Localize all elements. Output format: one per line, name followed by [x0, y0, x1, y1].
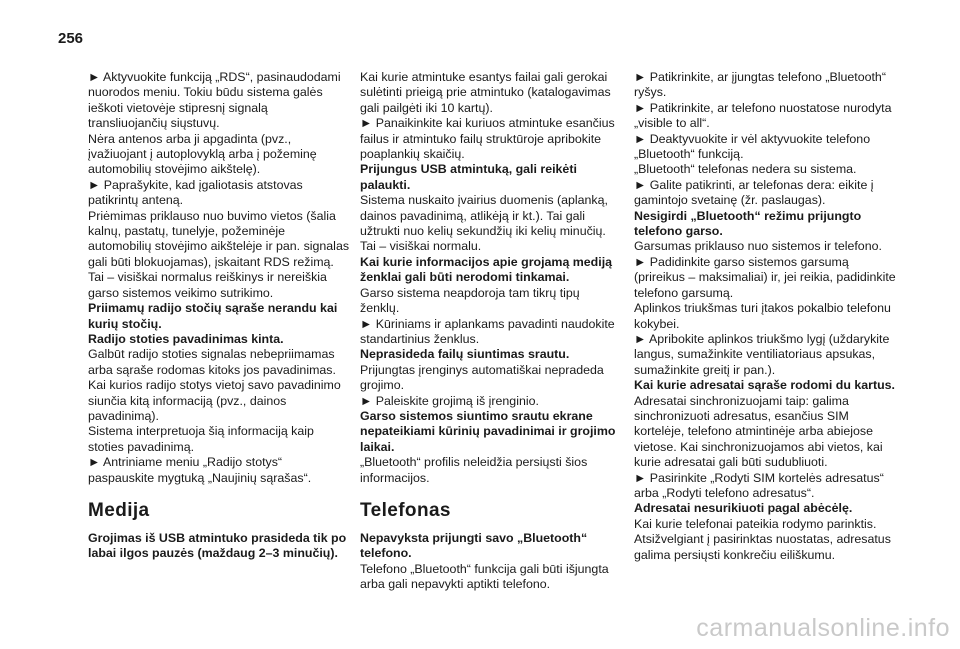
body-paragraph: ► Paprašykite, kad įgaliotasis atstovas patikrintų anteną. [88, 177, 303, 208]
body-paragraph: ► Paleiskite grojimą iš įrenginio. [360, 393, 539, 408]
problem-title: Prijungus USB atmintuką, gali reikėti palaukti. [360, 162, 577, 192]
body-paragraph: Galbūt radijo stoties signalas nebepriimamas arba sąraše rodomas kitoks jos pavadinimas. [88, 347, 336, 377]
section-heading: Telefonas [360, 499, 451, 521]
problem-title: Nepavyksta prijungti savo „Bluetooth“ telefono. [360, 530, 588, 561]
body-paragraph: Priėmimas priklauso nuo buvimo vietos (šalia kalnų, pastatų, tunelyje, požeminėje automobilių stovėjimo aikštelėje ir pan. signalas gali būti blokuojamas), įskaitant RDS režimą. [88, 208, 350, 269]
body-paragraph: ► Deaktyvuokite ir vėl aktyvuokite telefono „Bluetooth“ funkciją. [634, 131, 871, 162]
body-paragraph: Telefono „Bluetooth“ funkcija gali būti išjungta arba gali nepavykti aptikti telefono. [360, 561, 609, 592]
body-paragraph: ► Apribokite aplinkos triukšmo lygį (uždarykite langus, sumažinkite ventiliatoriaus apsukas, sumažinkite greitį ir pan.). [634, 331, 890, 377]
body-paragraph: „Bluetooth“ profilis neleidžia persiųsti šios informacijos. [360, 455, 588, 485]
body-paragraph: Kai kurie telefonai pateikia rodymo parinktis. Atsižvelgiant į pasirinktas nuostatas, adresatus galima persiųsti konkrečiu eiliškumu. [634, 516, 891, 562]
text-column-3 [634, 70, 896, 563]
body-paragraph: Sistema interpretuoja šią informaciją kaip stoties pavadinimą. [88, 424, 314, 454]
text-column-2 [360, 70, 622, 593]
problem-title: Grojimas iš USB atmintuko prasideda tik po labai ilgos pauzės (maždaug 2–3 minučių). [88, 530, 347, 561]
problem-title: Kai kurie adresatai sąraše rodomi du kartus. [634, 378, 896, 393]
body-paragraph: Nėra antenos arba ji apgadinta (pvz., įvažiuojant į autoplovyklą arba į požeminę automobilių stovėjimo aikštelę). [88, 131, 317, 177]
body-paragraph: Aplinkos triukšmas turi įtakos pokalbio telefonu kokybei. [634, 301, 891, 331]
body-paragraph: ► Patikrinkite, ar telefono nuostatose nurodyta „visible to all“. [634, 100, 892, 131]
problem-title: Adresatai nesurikiuoti pagal abėcėlę. [634, 501, 853, 516]
body-paragraph: Tai – visiškai normalus reiškinys ir nereiškia garso sistemos veikimo sutrikimo. [88, 270, 327, 300]
body-paragraph: ► Kūriniams ir aplankams pavadinti naudokite standartinius ženklus. [360, 316, 615, 346]
watermark: carmanualsonline.info [696, 614, 950, 642]
body-paragraph: ► Panaikinkite kai kuriuos atmintuke esančius failus ir atmintuko failų struktūroje apribokite poaplankių skaičių. [360, 116, 615, 162]
problem-title: Garso sistemos siuntimo srautu ekrane nepateikiami kūrinių pavadinimai ir grojimo laikai. [360, 408, 616, 454]
body-paragraph: Prijungtas įrenginys automatiškai nepradeda grojimo. [360, 362, 604, 393]
problem-title: Kai kurie informacijos apie grojamą mediją ženklai gali būti nerodomi tinkamai. [360, 254, 613, 285]
problem-title: Priimamų radijo stočių sąraše nerandu kai kurių stočių. [88, 301, 338, 331]
body-paragraph: ► Pasirinkite „Rodyti SIM kortelės adresatus“ arba „Rodyti telefono adresatus“. [634, 470, 884, 500]
body-paragraph: „Bluetooth“ telefonas nedera su sistema. [634, 162, 857, 177]
problem-title: Radijo stoties pavadinimas kinta. [88, 331, 284, 346]
problem-title: Neprasideda failų siuntimas srautu. [360, 347, 570, 362]
body-paragraph: ► Antriniame meniu „Radijo stotys“ paspauskite mygtuką „Naujinių sąrašas“. [88, 455, 312, 485]
body-paragraph: Kai kurie atmintuke esantys failai gali gerokai sulėtinti prieigą prie atmintuko (katalogavimas gali pailgėti iki 10 kartų). [360, 70, 611, 115]
body-paragraph: ► Padidinkite garso sistemos garsumą (prireikus – maksimaliai) ir, jei reikia, padidinkite telefono garsumą. [634, 254, 896, 300]
problem-title: Nesigirdi „Bluetooth“ režimu prijungto telefono garso. [634, 208, 862, 239]
page-number: 256 [58, 30, 84, 47]
body-paragraph: Adresatai sinchronizuojami taip: galima sinchronizuoti adresatus, esančius SIM kortelėje, telefono atmintinėje arba abiejose vietose. Kai sinchronizuojamos abi vietos, kai kurie adresatai gali būti sudubliuoti. [634, 393, 883, 470]
body-paragraph: ► Patikrinkite, ar įjungtas telefono „Bluetooth“ ryšys. [634, 70, 886, 100]
body-paragraph: ► Aktyvuokite funkciją „RDS“, pasinaudodami nuorodos meniu. Tokiu būdu sistema galės ieškoti vietovėje stipresnį signalą transliuojančių siųstuvų. [88, 70, 341, 131]
body-paragraph: ► Galite patikrinti, ar telefonas dera: eikite į gamintojo svetainę (žr. paslaugas). [634, 177, 874, 208]
body-paragraph: Sistema nuskaito įvairius duomenis (aplanką, dainos pavadinimą, atlikėją ir kt.). Tai gali užtrukti nuo kelių sekundžių iki kelių minučių. [360, 193, 608, 239]
text-column-1 [88, 70, 350, 562]
body-paragraph: Garso sistema neapdoroja tam tikrų tipų ženklų. [360, 285, 580, 316]
body-paragraph: Tai – visiškai normalu. [360, 239, 482, 254]
body-paragraph: Garsumas priklauso nuo sistemos ir telefono. [634, 239, 882, 254]
section-heading: Medija [88, 499, 150, 521]
body-paragraph: Kai kurios radijo stotys vietoj savo pavadinimo siunčia kitą informaciją (pvz., dainos pavadinimą). [88, 378, 341, 423]
